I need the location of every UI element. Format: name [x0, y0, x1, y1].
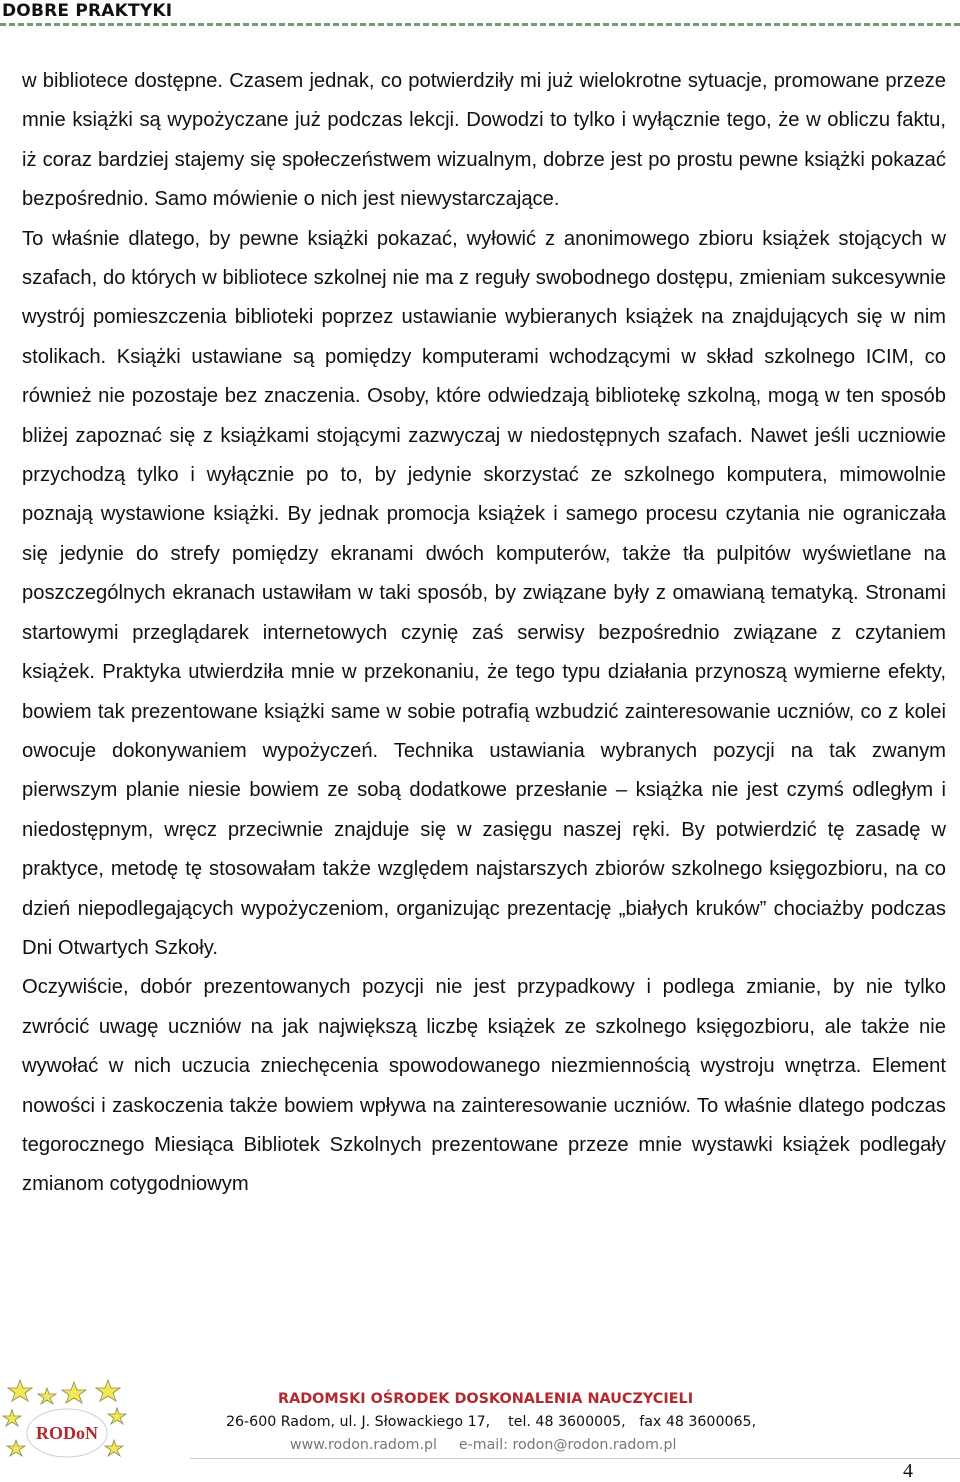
page-header	[0, 0, 960, 40]
paragraph: w bibliotece dostępne. Czasem jednak, co potwierdziły mi już wielokrotne sytuacje, promowane przeze mnie książki są wypożyczane już podczas lekcji. Dowodzi to tylko i wyłącznie tego, że w obliczu faktu, iż coraz bardziej stajemy się społeczeństwem wizualnym, dobrze jest po prostu pewne książki pokazać bezpośrednio. Samo mówienie o nich jest niewystarczające.	[22, 70, 946, 211]
rodon-logo	[2, 1378, 132, 1468]
page-footer	[0, 1378, 960, 1482]
website-link[interactable]: www.rodon.radom.pl	[290, 1437, 437, 1453]
paragraph: Oczywiście, dobór prezentowanych pozycji nie jest przypadkowy i podlega zmianie, by nie tylko zwrócić uwagę uczniów na jak największą liczbę książek ze szkolnego księgozbioru, ale także nie wywołać w nich uczucia zniechęcenia spowodowanego niezmiennością wystroju wnętrza. Element nowości i zaskoczenia także bowiem wpływa na zainteresowanie uczniów. To właśnie dlatego podczas tegorocznego Miesiąca Bibliotek Szkolnych prezentowane przeze mnie wystawki książek podlegały zmianom cotygodniowym	[22, 976, 946, 1196]
organization-name: RADOMSKI OŚRODEK DOSKONALENIA NAUCZYCIELI	[278, 1391, 694, 1407]
logo-text: RODoN	[36, 1423, 98, 1443]
paragraph: To właśnie dlatego, by pewne książki pokazać, wyłowić z anonimowego zbioru książek stojących w szafach, do których w bibliotece szkolnej nie ma z reguły swobodnego dostępu, zmieniam sukcesywnie wystrój pomieszczenia biblioteki poprzez ustawianie wybieranych książek na znajdujących się w nim stolikach. Książki ustawiane są pomiędzy komputerami wchodzącymi w skład szkolnego ICIM, co również nie pozostaje bez znaczenia. Osoby, które odwiedzają bibliotekę szkolną, mogą w ten sposób bliżej zapoznać się z książkami stojącymi zazwyczaj w niedostępnych szafach. Nawet jeśli uczniowie przychodzą tylko i wyłącznie po to, by jedynie skorzystać ze szkolnego komputera, mimowolnie poznają wystawione książki. By jednak promocja książek i samego procesu czytania nie ograniczała się jedynie do strefy pomiędzy ekranami dwóch komputerów, także tła pulpitów wyświetlane na poszczególnych ekranach ustawiłam w taki sposób, by związane były z omawianą tematyką. Stronami startowymi przeglądarek internetowych czynię zaś serwisy bezpośrednio związane z czytaniem książek. Praktyka utwierdziła mnie w przekonaniu, że tego typu działania przynoszą wymierne efekty, bowiem tak prezentowane książki same w sobie potrafią wzbudzić zainteresowanie uczniów, co z kolei owocuje dokonywaniem wypożyczeń. Technika ustawiania wybranych pozycji na tak zwanym pierwszym planie niesie bowiem ze sobą dodatkowe przesłanie – książka nie jest czymś odległym i niedostępnym, wręcz przeciwnie znajduje się w zasięgu naszej ręki. By potwierdzić tę zasadę w praktyce, metodę tę stosowałam także względem najstarszych zbiorów szkolnego księgozbioru, na co dzień niepodlegających wypożyczeniom, organizując prezentację „białych kruków” chociażby podczas Dni Otwartych Szkoły.	[22, 227, 946, 959]
footer-divider	[190, 1458, 960, 1459]
article-body	[22, 62, 946, 1205]
footer-contact	[226, 1388, 826, 1457]
page-number: 4	[903, 1460, 913, 1482]
organization-address: 26-600 Radom, ul. J. Słowackiego 17, tel. 48 3600005, fax 48 3600065,	[226, 1414, 757, 1430]
organization-web	[226, 1434, 826, 1457]
header-divider	[0, 23, 960, 26]
email-link[interactable]: e-mail: rodon@rodon.radom.pl	[458, 1437, 677, 1453]
section-title: DOBRE PRAKTYKI	[2, 1, 173, 21]
